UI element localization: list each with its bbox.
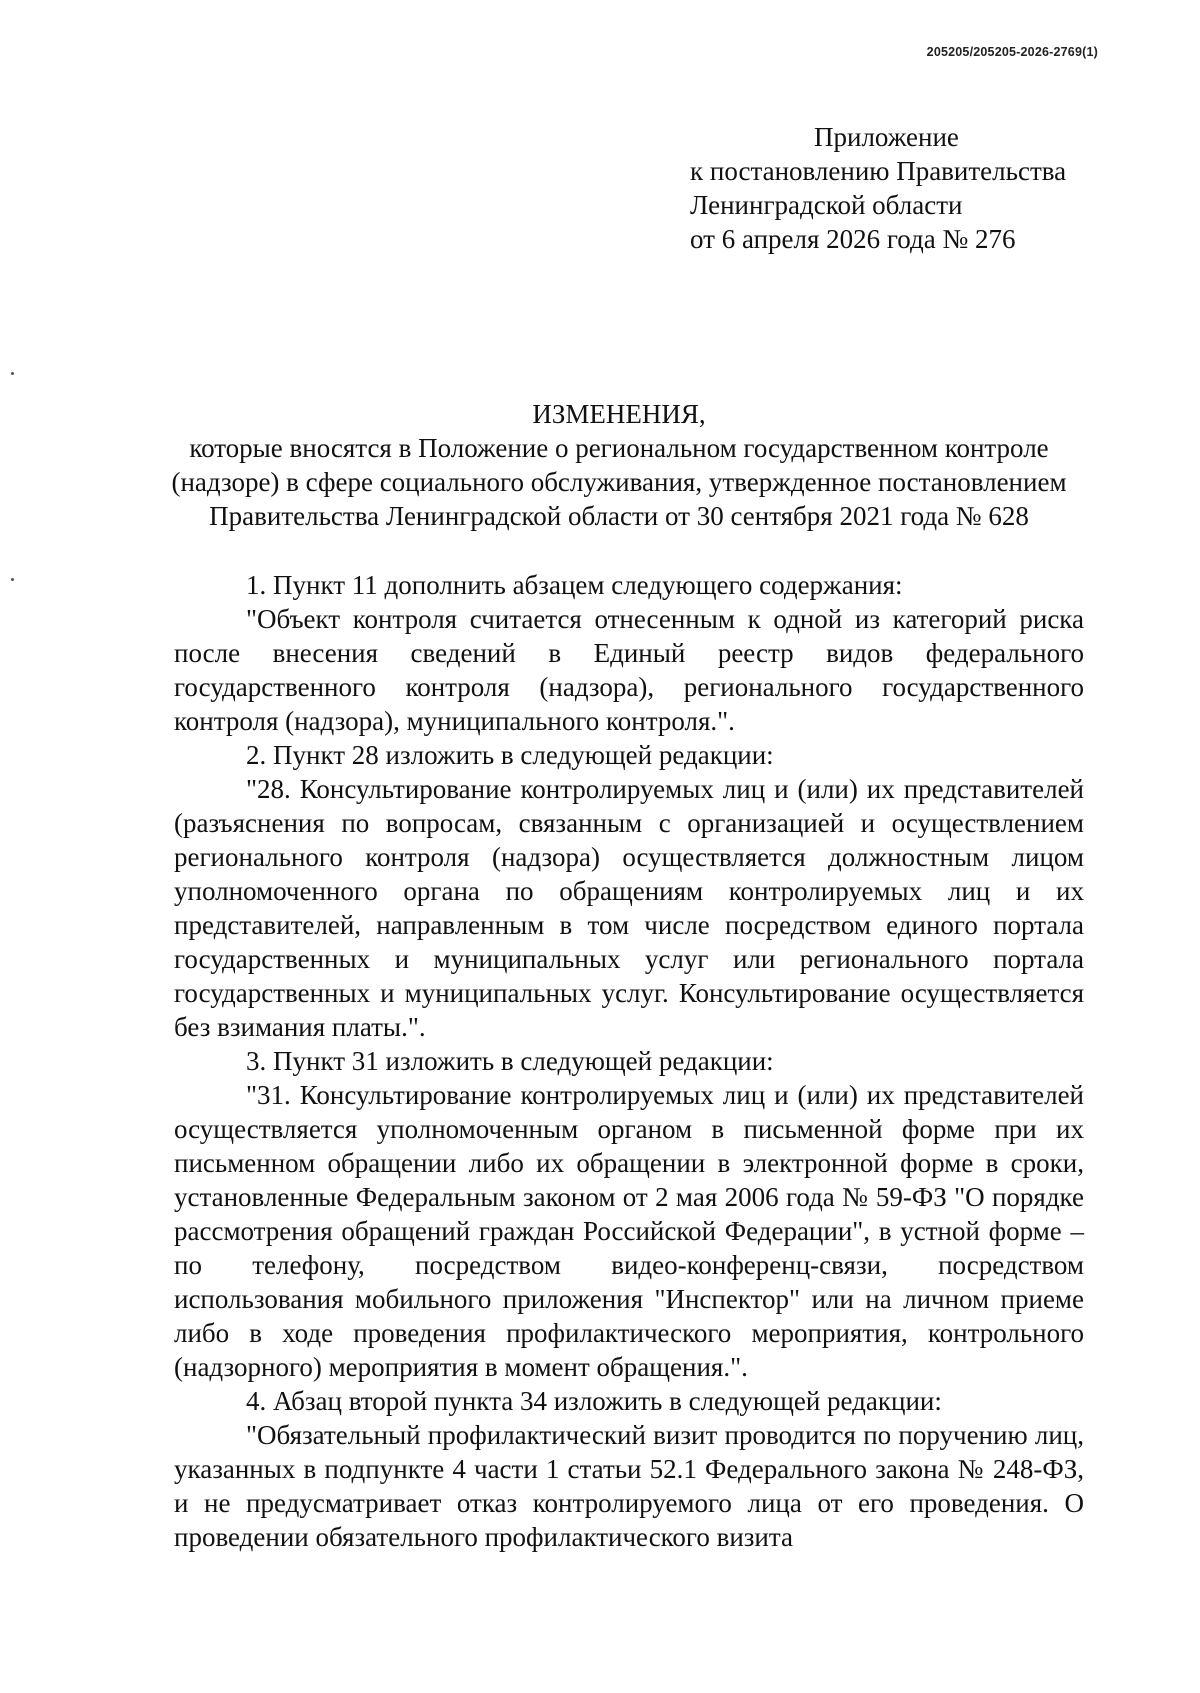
document-heading: ИЗМЕНЕНИЯ, [532,399,706,429]
appendix-date: от 6 апреля 2026 года № 276 [690,224,1016,254]
document-subtitle: которые вносятся в Положение о региональном государственном контроле (надзоре) в сфере социального обслуживания, утвержденное постановлением Правительства Ленинградской области от 30 сентября 2021 года № 628 [171,433,1067,531]
appendix-block [690,120,1066,256]
paragraph: "31. Консультирование контролируемых лиц и (или) их представителей осуществляется уполномоченным органом в письменной форме при их письменном обращении либо их обращении в электронной форме в сроки, установленные Федеральным законом от 2 мая 2006 года № 59-ФЗ "О порядке рассмотрения обращений граждан Российской Федерации", в устной форме – по телефону, посредством видео-конференц-связи, посредством использования мобильного приложения "Инспектор" или на личном приеме либо в ходе проведения профилактического мероприятия, контрольного (надзорного) мероприятия в момент обращения.". [174,1080,1084,1382]
appendix-line: Ленинградской области [690,190,963,220]
paragraph: "Обязательный профилактический визит проводится по поручению лиц, указанных в подпункте 4 части 1 статьи 52.1 Федерального закона № 248-ФЗ, и не предусматривает отказ контролируемого лица от его проведения. О проведении обязательного профилактического визита [174,1420,1084,1552]
scan-margin-mark [11,578,14,581]
paragraph: 2. Пункт 28 изложить в следующей редакции: [246,740,774,770]
scan-margin-mark [11,372,14,375]
appendix-title: Приложение [814,122,959,152]
document-body [174,568,1084,1554]
document-id: 205205/205205-2026-2769(1) [926,45,1098,59]
title-block [150,397,1088,533]
appendix-line: к постановлению Правительства [690,156,1067,186]
paragraph: 3. Пункт 31 изложить в следующей редакции: [246,1046,774,1076]
paragraph: 4. Абзац второй пункта 34 изложить в следующей редакции: [246,1386,942,1416]
paragraph: 1. Пункт 11 дополнить абзацем следующего содержания: [246,570,903,600]
paragraph: "28. Консультирование контролируемых лиц и (или) их представителей (разъяснения по вопросам, связанным с организацией и осуществлением регионального контроля (надзора) осуществляется должностным лицом уполномоченного органа по обращениям контролируемых лиц и их представителей, направленным в том числе посредством единого портала государственных и муниципальных услуг или регионального портала государственных и муниципальных услуг. Консультирование осуществляется без взимания платы.". [174,774,1084,1042]
paragraph: "Объект контроля считается отнесенным к одной из категорий риска после внесения сведений в Единый реестр видов федерального государственного контроля (надзора), регионального государственного контроля (надзора), муниципального контроля.". [174,604,1084,736]
